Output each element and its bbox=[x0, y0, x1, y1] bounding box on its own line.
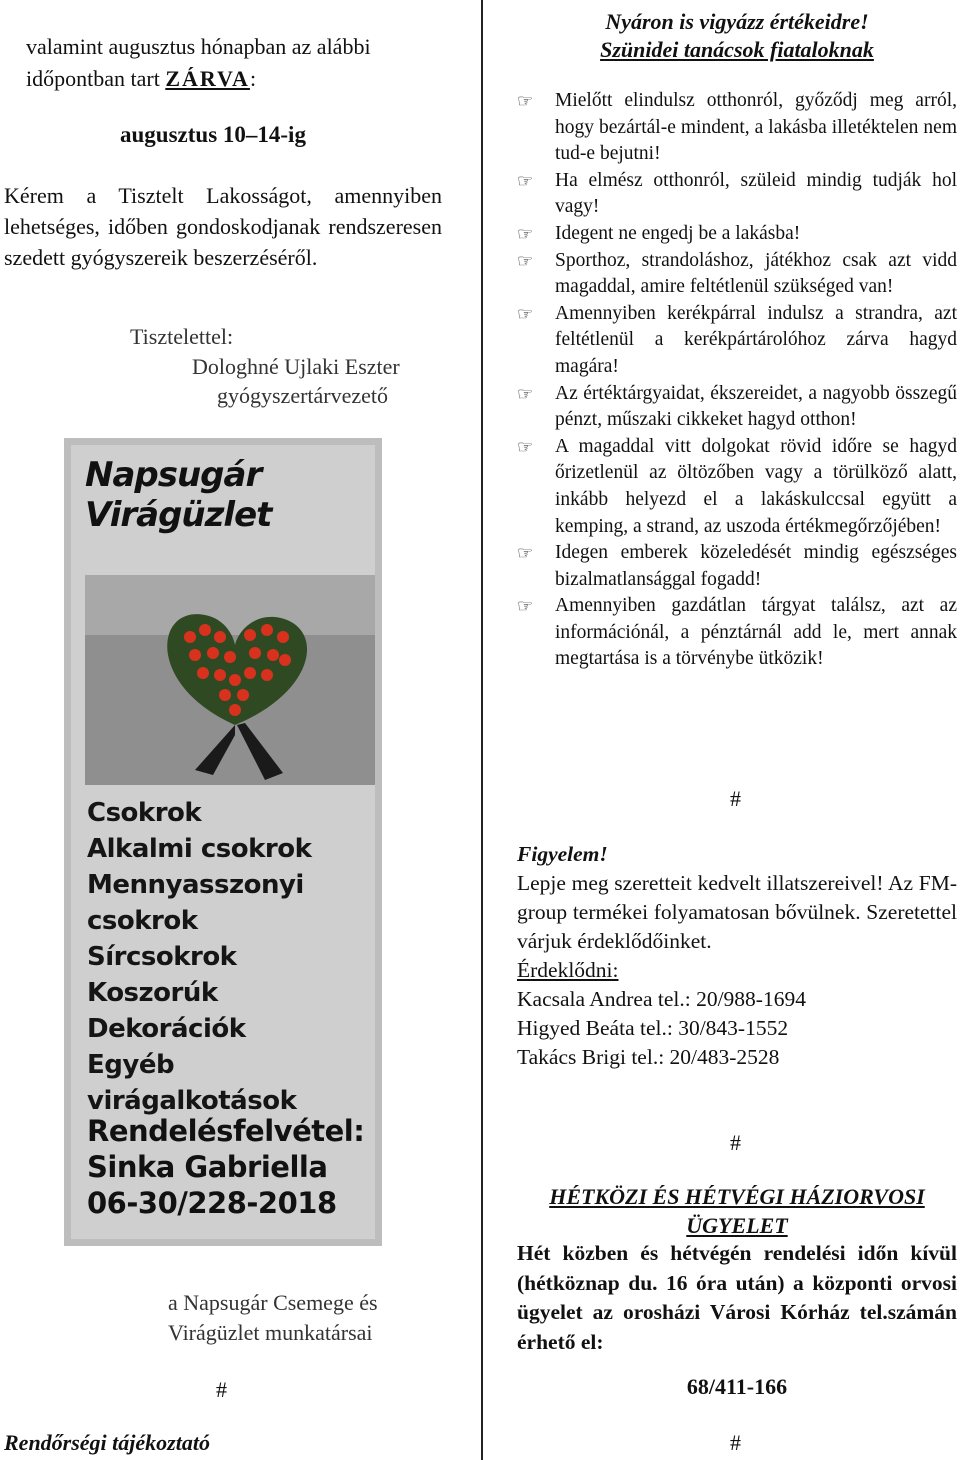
closed-dates: augusztus 10–14-ig bbox=[120, 122, 306, 147]
tip-item bbox=[517, 593, 957, 673]
pointing-hand-icon: ☞ bbox=[517, 250, 534, 271]
fm-contact: Takács Brigi tel.: 20/483-2528 bbox=[517, 1045, 780, 1069]
tips-subheading bbox=[517, 36, 957, 64]
tip-item bbox=[517, 381, 957, 434]
intro-prefix: időpontban tart bbox=[26, 66, 166, 91]
pointing-hand-icon: ☞ bbox=[517, 170, 534, 191]
ad-order-label: Rendelésfelvétel: bbox=[87, 1114, 365, 1148]
flower-shop-ad bbox=[64, 438, 382, 1246]
column-divider bbox=[481, 0, 483, 1460]
ad-shop-name bbox=[85, 455, 271, 535]
tips-list bbox=[517, 88, 957, 673]
request-paragraph: Kérem a Tisztelt Lakosságot, amennyiben lehetséges, időben gondoskodjanak rendszeresen szedett gyógyszereik beszerzéséről. bbox=[4, 183, 442, 270]
duty-body: Hét közben és hétvégén rendelési időn kívül (hétköznap du. 16 óra után) a központi orvosi ügyelet az orosházi Városi Kórház tel.számán érhető el: bbox=[517, 1241, 957, 1354]
tip-text: Idegen emberek közeledését mindig egészséges bizalmatlansággal fogadd! bbox=[555, 542, 957, 590]
tip-text: Az értéktárgyaidat, ékszereidet, a nagyobb összegű pénzt, műszaki cikkeket hagyd otthon! bbox=[555, 382, 957, 431]
fm-title: Figyelem! bbox=[517, 842, 608, 866]
duty-title bbox=[517, 1182, 957, 1240]
ad-service-item: Mennyasszonyi bbox=[87, 870, 304, 900]
tip-text: Amennyiben kerékpárral indulsz a strandra, azt feltétlenül a kerékpártárolóhoz zárva hagyd magára! bbox=[555, 302, 957, 377]
fm-contact: Higyed Beáta tel.: 30/843-1552 bbox=[517, 1016, 789, 1040]
pointing-hand-icon: ☞ bbox=[517, 91, 534, 111]
tip-item bbox=[517, 434, 957, 540]
shop-staff-line2: Virágüzlet munkatársai bbox=[168, 1320, 373, 1345]
ad-shop-name-line2: Virágüzlet bbox=[85, 495, 272, 535]
shop-staff-signature bbox=[168, 1288, 378, 1348]
section-separator: # bbox=[730, 1130, 741, 1155]
tip-text: Ha elmész otthonról, szüleid mindig tudják hol vagy! bbox=[555, 169, 957, 218]
tip-text: Idegent ne engedj be a lakásba! bbox=[555, 222, 801, 244]
tip-text: Amennyiben gazdátlan tárgyat találsz, azt az információnál, a pénztárnál add le, mert annak megtartása is a törvénybe ütközik! bbox=[555, 595, 957, 670]
ad-shop-name-line1: Napsugár bbox=[85, 455, 262, 495]
section-separator: # bbox=[730, 786, 741, 811]
tip-text: Mielőtt elindulsz otthonról, győződj meg arról, hogy bezártál-e mindent, a lakásba illetéktelen nem tud-e bejutni! bbox=[555, 90, 957, 165]
tip-item bbox=[517, 540, 957, 593]
tip-item bbox=[517, 88, 957, 168]
tip-text: Sporthoz, strandoláshoz, játékhoz csak azt vidd magaddal, amire feltétlenül szükséged van! bbox=[555, 249, 957, 298]
police-notice-title: Rendőrségi tájékoztató bbox=[4, 1430, 210, 1455]
duty-title-line1: HÉTKÖZI ÉS HÉTVÉGI HÁZIORVOSI bbox=[549, 1184, 925, 1209]
pointing-hand-icon: ☞ bbox=[517, 383, 534, 404]
ad-services-list bbox=[87, 795, 375, 1119]
closed-word: ZÁRVA bbox=[165, 66, 250, 91]
section-separator: # bbox=[730, 1430, 741, 1455]
intro-line-1: valamint augusztus hónapban az alábbi bbox=[26, 34, 371, 59]
ad-order-name: Sinka Gabriella bbox=[87, 1150, 328, 1184]
section-separator: # bbox=[216, 1377, 227, 1402]
tips-subheading-text: Szünidei tanácsok fiataloknak bbox=[600, 37, 874, 62]
duty-title-line2: ÜGYELET bbox=[686, 1213, 788, 1238]
tip-item bbox=[517, 301, 957, 381]
fm-contact: Kacsala Andrea tel.: 20/988-1694 bbox=[517, 987, 806, 1011]
pointing-hand-icon: ☞ bbox=[517, 596, 534, 617]
fm-contact-label: Érdeklődni: bbox=[517, 958, 619, 982]
ad-service-item: Koszorúk bbox=[87, 978, 218, 1008]
intro-line-2 bbox=[26, 66, 446, 92]
ad-order-info bbox=[87, 1113, 364, 1221]
ad-service-item: Csokrok bbox=[87, 798, 202, 828]
ad-service-item: csokrok bbox=[87, 906, 198, 936]
tip-item bbox=[517, 221, 957, 248]
tip-item bbox=[517, 248, 957, 301]
fm-group-notice bbox=[517, 840, 957, 1072]
fm-body: Lepje meg szeretteit kedvelt illatszereivel! Az FM-group termékei folyamatosan bővülnek. Szeretettel várjuk érdeklődőinket. bbox=[517, 871, 957, 953]
duty-phone: 68/411-166 bbox=[686, 1374, 788, 1399]
regards: Tisztelettel: bbox=[130, 324, 234, 349]
tip-item bbox=[517, 168, 957, 221]
heart-wreath-image bbox=[85, 575, 375, 785]
pointing-hand-icon: ☞ bbox=[517, 543, 534, 564]
ad-service-item: Egyéb virágalkotások bbox=[87, 1050, 297, 1116]
tip-text: A magaddal vitt dolgokat rövid időre se hagyd őrizetlenül az öltözőben vagy a törülköző alatt, inkább helyezd el a lakáskulccsal együtt a kemping, a strand, az uszoda értékmegőrzőjében! bbox=[555, 435, 957, 537]
pointing-hand-icon: ☞ bbox=[517, 303, 534, 324]
signer-name: Dologhné Ujlaki Eszter bbox=[192, 354, 400, 379]
ad-service-item: Dekorációk bbox=[87, 1014, 246, 1044]
intro-suffix: : bbox=[249, 66, 257, 91]
shop-staff-line1: a Napsugár Csemege és bbox=[168, 1290, 378, 1315]
ad-service-item: Alkalmi csokrok bbox=[87, 834, 312, 864]
tips-heading: Nyáron is vigyázz értékeidre! bbox=[605, 9, 869, 34]
wreath-photo bbox=[85, 575, 375, 785]
ad-order-phone: 06-30/228-2018 bbox=[87, 1186, 337, 1220]
pointing-hand-icon: ☞ bbox=[517, 223, 534, 244]
ad-service-item: Sírcsokrok bbox=[87, 942, 237, 972]
signer-title: gyógyszertárvezető bbox=[217, 383, 389, 408]
pointing-hand-icon: ☞ bbox=[517, 436, 534, 457]
